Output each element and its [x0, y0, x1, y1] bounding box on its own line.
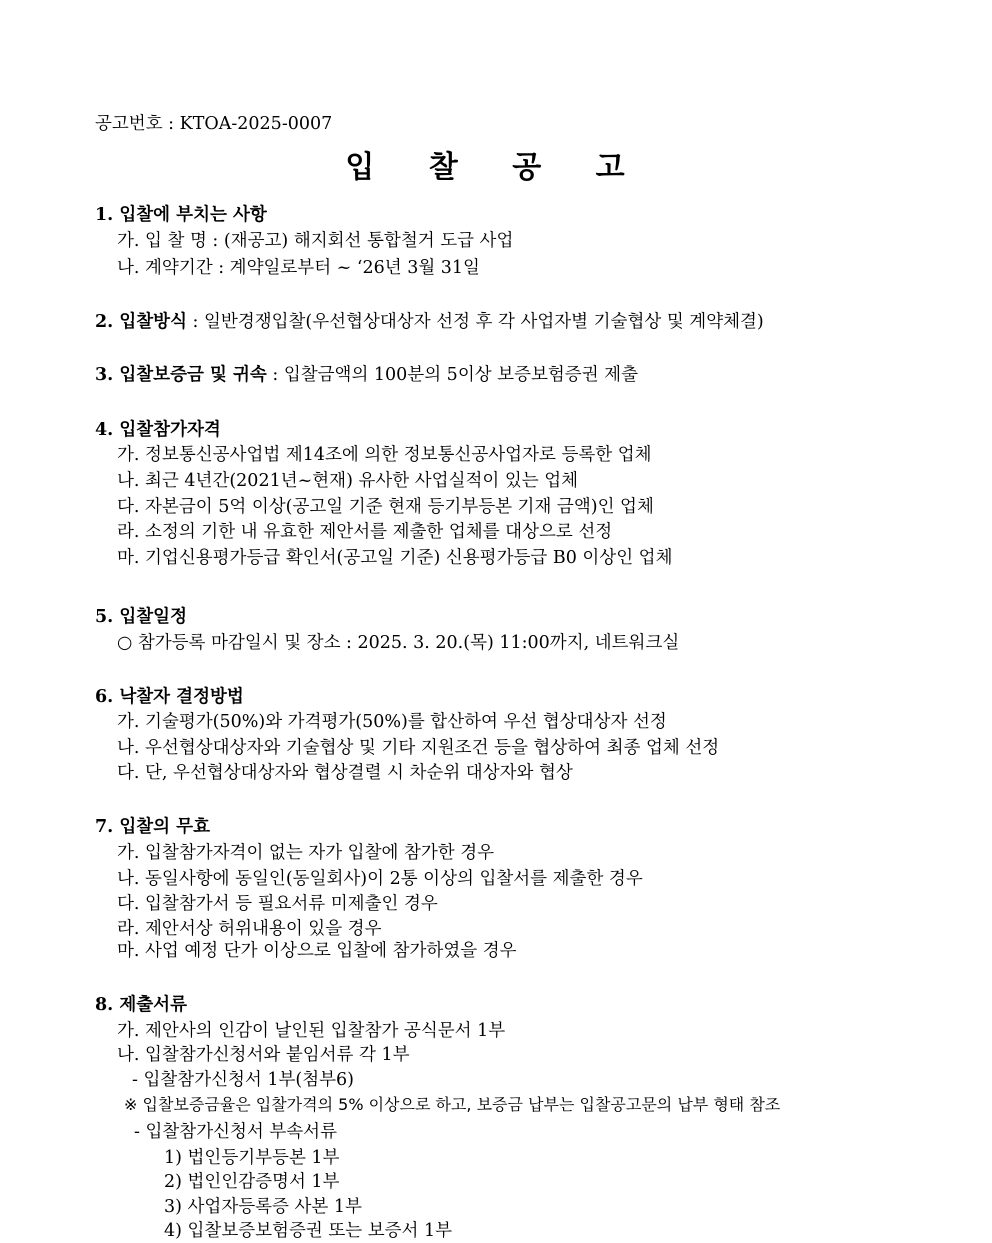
section-6-item: 가. 기술평가(50%)와 가격평가(50%)를 합산하여 우선 협상대상자 선정: [117, 712, 667, 732]
section-8-subitem: - 입찰참가신청서 1부(첨부6): [132, 1070, 355, 1090]
section-7-item: 다. 입찰참가서 등 필요서류 미제출인 경우: [117, 894, 438, 914]
section-1-item: 가. 입 찰 명 : (재공고) 해지회선 통합철거 도급 사업: [117, 231, 514, 251]
page-title: 입 찰 공 고: [345, 150, 647, 185]
section-4-item: 라. 소정의 기한 내 유효한 제안서를 제출한 업체를 대상으로 선정: [117, 522, 613, 542]
document-list-item: 3) 사업자등록증 사본 1부: [164, 1197, 362, 1217]
section-3-line: [95, 363, 638, 387]
section-8-heading: 8. 제출서류: [95, 995, 187, 1015]
section-2-heading: 2. 입찰방식: [95, 312, 187, 332]
section-7-item: 나. 동일사항에 동일인(동일회사)이 2통 이상의 입찰서를 제출한 경우: [117, 869, 643, 889]
section-1-heading: 1. 입찰에 부치는 사항: [95, 205, 267, 225]
section-4-item: 가. 정보통신공사업법 제14조에 의한 정보통신공사업자로 등록한 업체: [117, 445, 652, 465]
document-list-item: 2) 법인인감증명서 1부: [164, 1172, 340, 1192]
section-7-item: 마. 사업 예정 단가 이상으로 입찰에 참가하였을 경우: [117, 941, 517, 961]
section-2-text: : 일반경쟁입찰(우선협상대상자 선정 후 각 사업자별 기술협상 및 계약체결): [186, 312, 764, 332]
document-list-item: 1) 법인등기부등본 1부: [164, 1148, 340, 1168]
notice-number: 공고번호 : KTOA-2025-0007: [95, 114, 333, 134]
section-8-subitem: - 입찰참가신청서 부속서류: [134, 1122, 337, 1142]
section-8-item: 가. 제안사의 인감이 날인된 입찰참가 공식문서 1부: [117, 1021, 506, 1041]
section-6-item: 나. 우선협상대상자와 기술협상 및 기타 지원조건 등을 협상하여 최종 업체 선정: [117, 738, 720, 758]
section-5-heading: 5. 입찰일정: [95, 607, 187, 627]
section-6-heading: 6. 낙찰자 결정방법: [95, 687, 244, 707]
section-7-item: 가. 입찰참가자격이 없는 자가 입찰에 참가한 경우: [117, 843, 495, 863]
section-4-heading: 4. 입찰참가자격: [95, 420, 221, 440]
section-7-heading: 7. 입찰의 무효: [95, 817, 210, 837]
section-4-item: 다. 자본금이 5억 이상(공고일 기준 현재 등기부등본 기재 금액)인 업체: [117, 497, 654, 517]
section-8-note: ※ 입찰보증금율은 입찰가격의 5% 이상으로 하고, 보증금 납부는 입찰공고문의 납부 형태 참조: [124, 1095, 781, 1114]
section-8-item: 나. 입찰참가신청서와 붙임서류 각 1부: [117, 1045, 410, 1065]
section-3-text: : 입찰금액의 100분의 5이상 보증보험증권 제출: [266, 365, 638, 385]
section-7-item: 라. 제안서상 허위내용이 있을 경우: [117, 919, 382, 939]
section-4-item: 마. 기업신용평가등급 확인서(공고일 기준) 신용평가등급 B0 이상인 업체: [117, 548, 673, 568]
section-2-line: [95, 310, 764, 334]
section-4-item: 나. 최근 4년간(2021년~현재) 유사한 사업실적이 있는 업체: [117, 471, 579, 491]
section-5-item: ○ 참가등록 마감일시 및 장소 : 2025. 3. 20.(목) 11:00까지, 네트워크실: [117, 633, 680, 653]
section-3-heading: 3. 입찰보증금 및 귀속: [95, 365, 267, 385]
section-1-item: 나. 계약기간 : 계약일로부터 ~ ‘26년 3월 31일: [117, 258, 480, 278]
document-list-item: 4) 입찰보증보험증권 또는 보증서 1부: [164, 1221, 453, 1241]
section-6-item: 다. 단, 우선협상대상자와 협상결렬 시 차순위 대상자와 협상: [117, 763, 573, 783]
